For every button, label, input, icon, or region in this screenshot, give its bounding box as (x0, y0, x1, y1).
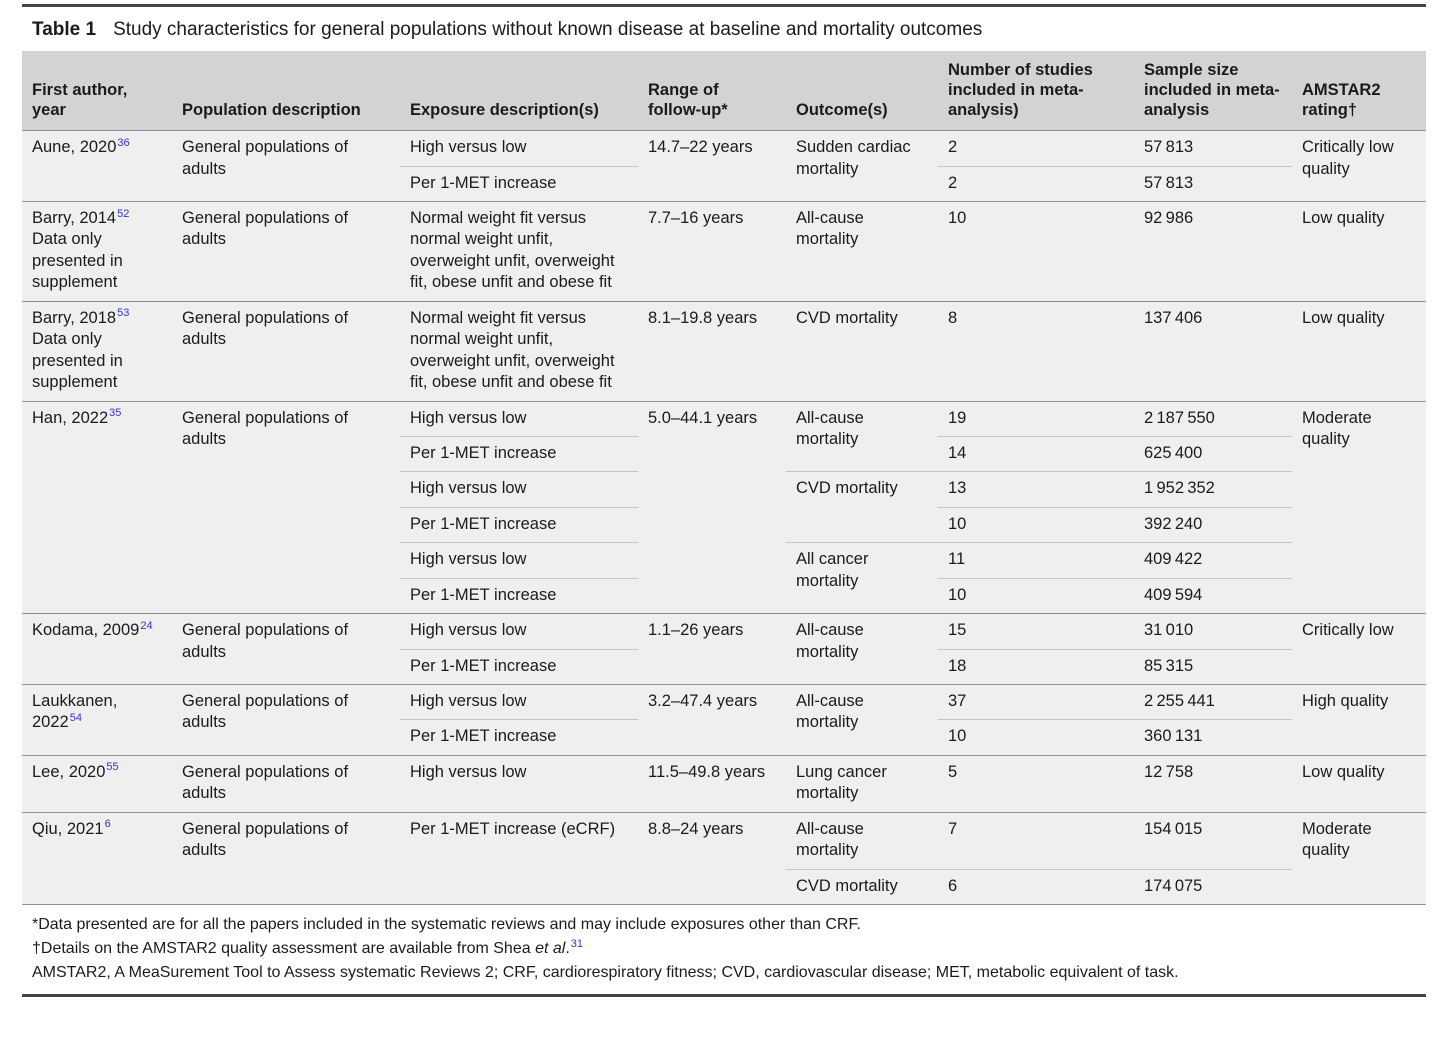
n-studies-cell: 2 (938, 166, 1134, 201)
n-studies-cell: 11 (938, 543, 1134, 578)
n-studies-cell: 10 (938, 578, 1134, 613)
bottom-rule (22, 994, 1426, 997)
footnote-citation-ref[interactable]: 31 (570, 937, 584, 950)
study-author: Kodama, 2009 (32, 621, 140, 640)
amstar-rating-cell: Low quality (1292, 301, 1426, 401)
column-header-exposure: Exposure description(s) (400, 51, 638, 131)
exposure-cell: High versus low (400, 131, 638, 166)
exposure-cell: High versus low (400, 472, 638, 507)
study-author-cell (22, 401, 172, 614)
table-row (22, 401, 1426, 436)
amstar-rating-cell: Moderate quality (1292, 401, 1426, 614)
citation-ref-link[interactable]: 24 (140, 619, 153, 632)
n-studies-cell: 14 (938, 436, 1134, 471)
study-author-cell (22, 301, 172, 401)
author-note: Data only presented in supplement (32, 230, 123, 292)
followup-range-cell: 7.7–16 years (638, 202, 786, 302)
column-header-amstar: AMSTAR2 rating† (1292, 51, 1426, 131)
footnote-dagger (32, 937, 1416, 961)
sample-size-cell: 154 015 (1134, 812, 1292, 869)
footnote-etal: et al (535, 940, 566, 958)
study-author: Barry, 2018 (32, 308, 117, 327)
n-studies-cell: 37 (938, 685, 1134, 720)
outcome-cell: Sudden cardiac mortality (786, 131, 938, 202)
amstar-rating-cell: Low quality (1292, 202, 1426, 302)
sample-size-cell: 12 758 (1134, 755, 1292, 812)
table-row (22, 755, 1426, 812)
population-cell: General populations of adults (172, 755, 400, 812)
population-cell: General populations of adults (172, 131, 400, 202)
followup-range-cell: 14.7–22 years (638, 131, 786, 202)
outcome-cell: All cancer mortality (786, 543, 938, 614)
outcome-cell: All-cause mortality (786, 812, 938, 869)
column-header-nstudies: Number of studies included in meta-analysis) (938, 51, 1134, 131)
population-cell: General populations of adults (172, 401, 400, 614)
exposure-cell: High versus low (400, 401, 638, 436)
sample-size-cell: 85 315 (1134, 649, 1292, 684)
table-header-row (22, 51, 1426, 131)
population-cell: General populations of adults (172, 812, 400, 904)
population-cell: General populations of adults (172, 685, 400, 756)
amstar-rating-cell: Moderate quality (1292, 812, 1426, 904)
amstar-rating-cell: Critically low quality (1292, 131, 1426, 202)
followup-range-cell: 8.8–24 years (638, 812, 786, 904)
citation-ref-link[interactable]: 55 (106, 761, 119, 774)
n-studies-cell: 2 (938, 131, 1134, 166)
study-author: Lee, 2020 (32, 762, 106, 781)
n-studies-cell: 10 (938, 720, 1134, 755)
exposure-cell: Per 1-MET increase (400, 649, 638, 684)
citation-ref-link[interactable]: 6 (104, 818, 111, 831)
citation-ref-link[interactable]: 52 (117, 207, 130, 220)
exposure-cell: Per 1-MET increase (400, 720, 638, 755)
exposure-cell: Per 1-MET increase (400, 578, 638, 613)
study-author: Barry, 2014 (32, 209, 117, 227)
study-author: Laukkanen, 2022 (32, 692, 118, 732)
study-author-cell (22, 131, 172, 202)
study-author: Qiu, 2021 (32, 819, 104, 838)
study-characteristics-table (22, 51, 1426, 904)
exposure-cell: Per 1-MET increase (400, 436, 638, 471)
n-studies-cell: 15 (938, 614, 1134, 649)
table-row (22, 301, 1426, 401)
population-cell: General populations of adults (172, 614, 400, 685)
sample-size-cell: 625 400 (1134, 436, 1292, 471)
n-studies-cell: 7 (938, 812, 1134, 869)
n-studies-cell: 18 (938, 649, 1134, 684)
sample-size-cell: 174 075 (1134, 869, 1292, 904)
sample-size-cell: 2 255 441 (1134, 685, 1292, 720)
sample-size-cell: 31 010 (1134, 614, 1292, 649)
outcome-cell: All-cause mortality (786, 401, 938, 472)
table-row (22, 202, 1426, 302)
study-author-cell (22, 755, 172, 812)
outcome-cell: CVD mortality (786, 472, 938, 543)
table-row (22, 131, 1426, 166)
footnote-asterisk: *Data presented are for all the papers included in the systematic reviews and may include exposures other than CRF. (32, 916, 861, 934)
followup-range-cell: 11.5–49.8 years (638, 755, 786, 812)
sample-size-cell: 392 240 (1134, 507, 1292, 542)
outcome-cell: CVD mortality (786, 301, 938, 401)
citation-ref-link[interactable]: 53 (117, 307, 130, 320)
population-cell: General populations of adults (172, 202, 400, 302)
outcome-cell: CVD mortality (786, 869, 938, 904)
outcome-cell: All-cause mortality (786, 685, 938, 756)
author-note: Data only presented in supplement (32, 330, 123, 392)
n-studies-cell: 5 (938, 755, 1134, 812)
exposure-cell: Normal weight fit versus normal weight unfit, overweight unfit, overweight fit, obese unfit and obese fit (400, 202, 638, 302)
sample-size-cell: 92 986 (1134, 202, 1292, 302)
footnote-dagger-period: . (565, 940, 570, 958)
sample-size-cell: 57 813 (1134, 166, 1292, 201)
exposure-cell: High versus low (400, 685, 638, 720)
exposure-cell: Normal weight fit versus normal weight unfit, overweight unfit, overweight fit, obese unfit and obese fit (400, 301, 638, 401)
amstar-rating-cell: Low quality (1292, 755, 1426, 812)
citation-ref-link[interactable]: 35 (109, 407, 122, 419)
study-author-cell (22, 812, 172, 904)
n-studies-cell: 10 (938, 202, 1134, 302)
study-author: Aune, 2020 (32, 138, 117, 157)
sample-size-cell: 2 187 550 (1134, 401, 1292, 436)
column-header-author: First author, year (22, 51, 172, 131)
footnote-abbreviations: AMSTAR2, A MeaSurement Tool to Assess systematic Reviews 2; CRF, cardiorespiratory fitness; CVD, cardiovascular disease; MET, metabolic equivalent of task. (32, 964, 1179, 982)
exposure-cell: High versus low (400, 755, 638, 812)
sample-size-cell: 137 406 (1134, 301, 1292, 401)
column-header-population: Population description (172, 51, 400, 131)
study-author-cell (22, 685, 172, 756)
outcome-cell: All-cause mortality (786, 614, 938, 685)
study-author: Han, 2022 (32, 408, 109, 427)
table-caption (22, 7, 1426, 51)
study-author-cell (22, 614, 172, 685)
outcome-cell: All-cause mortality (786, 202, 938, 302)
amstar-rating-cell: Critically low (1292, 614, 1426, 685)
sample-size-cell: 57 813 (1134, 131, 1292, 166)
followup-range-cell: 1.1–26 years (638, 614, 786, 685)
n-studies-cell: 13 (938, 472, 1134, 507)
study-author-cell (22, 202, 172, 302)
n-studies-cell: 8 (938, 301, 1134, 401)
n-studies-cell: 19 (938, 401, 1134, 436)
table-body (22, 131, 1426, 904)
table-row (22, 685, 1426, 720)
table-caption-text: Study characteristics for general populations without known disease at baseline and mortality outcomes (113, 19, 983, 40)
column-header-range: Range of follow-up* (638, 51, 786, 131)
footnote-dagger-text: †Details on the AMSTAR2 quality assessment are available from Shea (32, 940, 536, 958)
table-row (22, 812, 1426, 869)
amstar-rating-cell: High quality (1292, 685, 1426, 756)
followup-range-cell: 5.0–44.1 years (638, 401, 786, 614)
sample-size-cell: 360 131 (1134, 720, 1292, 755)
n-studies-cell: 6 (938, 869, 1134, 904)
citation-ref-link[interactable]: 54 (69, 711, 82, 724)
column-header-outcome: Outcome(s) (786, 51, 938, 131)
followup-range-cell: 8.1–19.8 years (638, 301, 786, 401)
outcome-cell: Lung cancer mortality (786, 755, 938, 812)
exposure-cell: High versus low (400, 543, 638, 578)
table-head (22, 51, 1426, 131)
population-cell: General populations of adults (172, 301, 400, 401)
exposure-cell: Per 1-MET increase (400, 507, 638, 542)
exposure-cell: High versus low (400, 614, 638, 649)
sample-size-cell: 409 594 (1134, 578, 1292, 613)
followup-range-cell: 3.2–47.4 years (638, 685, 786, 756)
citation-ref-link[interactable]: 36 (117, 136, 130, 149)
sample-size-cell: 1 952 352 (1134, 472, 1292, 507)
column-header-sample: Sample size included in meta-analysis (1134, 51, 1292, 131)
table-footnotes (22, 904, 1426, 994)
exposure-cell: Per 1-MET increase (400, 166, 638, 201)
n-studies-cell: 10 (938, 507, 1134, 542)
table-caption-label: Table 1 (32, 19, 97, 40)
sample-size-cell: 409 422 (1134, 543, 1292, 578)
table-row (22, 614, 1426, 649)
exposure-cell: Per 1-MET increase (eCRF) (400, 812, 638, 904)
